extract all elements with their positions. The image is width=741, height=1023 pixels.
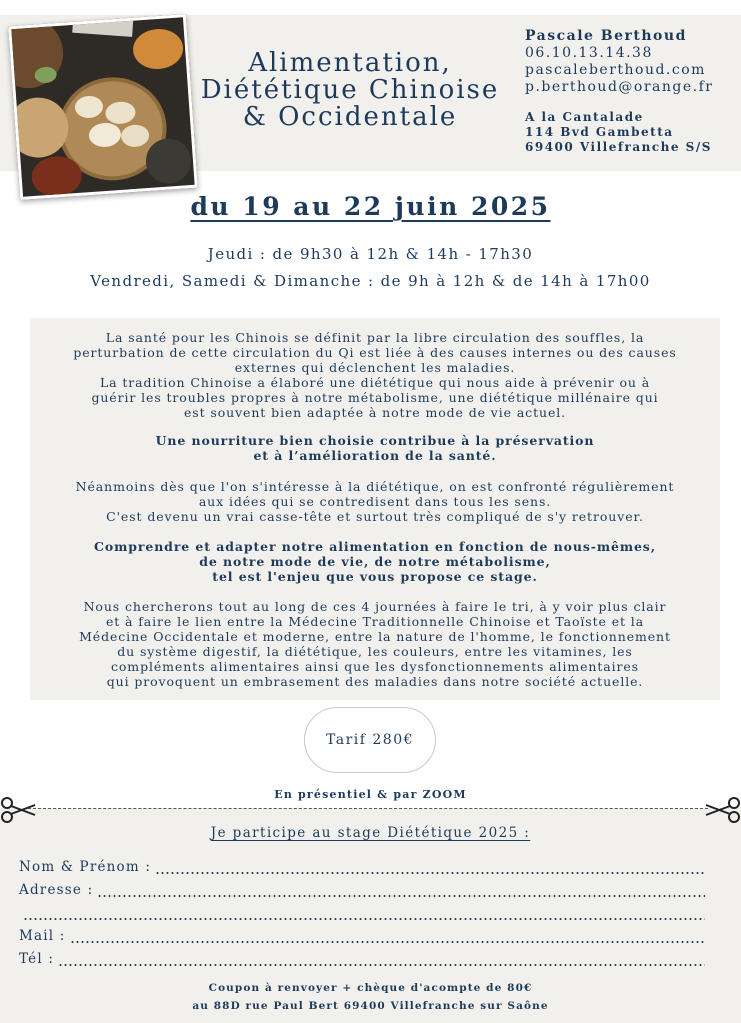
description-paragraph (30, 330, 720, 420)
dotted-line (155, 863, 705, 875)
form-title: Je participe au stage Diététique 2025 : (210, 825, 531, 841)
description-highlight (30, 539, 720, 584)
dotted-line (23, 909, 705, 921)
page-title (190, 50, 510, 131)
contact-website[interactable]: pascaleberthoud.com (525, 62, 706, 78)
text-line: externes qui déclenchent les maladies. (234, 360, 516, 375)
address-line: 69400 Villefranche S/S (525, 140, 712, 154)
text-line: et à l’amélioration de la santé. (253, 448, 497, 463)
title-line: Diététique Chinoise (200, 75, 500, 105)
text-line: C'est devenu un vrai casse-tête et surtout très compliqué de s'y retrouver. (106, 509, 644, 524)
text-line: et à faire le lien entre la Médecine Traditionnelle Chinoise et Taoïste et la (105, 614, 645, 629)
cut-line (28, 808, 708, 809)
mail-field[interactable] (19, 926, 705, 944)
address-line: A la Cantalade (525, 110, 644, 124)
contact-email[interactable]: p.berthoud@orange.fr (525, 79, 714, 95)
text-line: du système digestif, la diététique, les couleurs, entre les vitamines, les (117, 644, 633, 659)
coupon-address: au 88D rue Paul Bert 69400 Villefranche sur Saône (192, 1000, 549, 1012)
text-line: est souvent bien adaptée à notre mode de vie actuel. (183, 405, 567, 420)
field-label: Adresse : (19, 882, 94, 898)
scissors-icon (0, 796, 36, 824)
text-line: La tradition Chinoise a élaboré une diététique qui nous aide à prévenir ou à (99, 375, 651, 390)
food-photo (8, 14, 198, 200)
title-line: Alimentation, (248, 48, 452, 78)
schedule-line: Vendredi, Samedi & Dimanche : de 9h à 12h & de 14h à 17h00 (90, 272, 651, 290)
field-label: Nom & Prénom : (19, 859, 152, 875)
text-line: de notre mode de vie, de notre métabolisme, (199, 554, 551, 569)
address-field[interactable] (19, 880, 705, 898)
address-field-continued[interactable] (19, 903, 705, 921)
name-field[interactable] (19, 857, 705, 875)
text-line: perturbation de cette circulation du Qi est liée à des causes internes ou des causes (73, 345, 677, 360)
event-dates: du 19 au 22 juin 2025 (190, 192, 551, 221)
description-paragraph (30, 599, 720, 689)
dotted-line (70, 932, 705, 944)
schedule-line: Jeudi : de 9h30 à 12h & 14h - 17h30 (207, 245, 534, 263)
text-line: La santé pour les Chinois se définit par la libre circulation des souffles, la (105, 330, 645, 345)
text-line: Comprendre et adapter notre alimentation en fonction de nous-mêmes, (94, 539, 656, 554)
coupon-note: Coupon à renvoyer + chèque d'acompte de 80€ (208, 982, 533, 994)
title-line: & Occidentale (242, 102, 458, 132)
price-badge: Tarif 280€ (304, 707, 436, 773)
contact-address (525, 110, 735, 155)
text-line: tel est l'enjeu que vous propose ce stage. (212, 569, 538, 584)
scissors-icon (705, 796, 741, 824)
contact-phone: 06.10.13.14.38 (525, 45, 653, 61)
text-line: Néanmoins dès que l'on s'intéresse à la diététique, on est confronté régulièrement (75, 479, 675, 494)
text-line: Une nourriture bien choisie contribue à la préservation (155, 433, 595, 448)
phone-field[interactable] (19, 949, 705, 967)
text-line: aux idées qui se contredisent dans tous les sens. (198, 494, 552, 509)
field-label: Mail : (19, 928, 66, 944)
address-line: 114 Bvd Gambetta (525, 125, 674, 139)
description-panel (30, 318, 720, 700)
description-highlight (30, 433, 720, 463)
contact-block (525, 28, 735, 155)
contact-name: Pascale Berthoud (525, 28, 687, 44)
text-line: qui provoquent un embrasement des maladies dans notre société actuelle. (106, 674, 644, 689)
field-label: Tél : (19, 951, 55, 967)
description-paragraph (30, 479, 720, 524)
dotted-line (97, 886, 705, 898)
dotted-line (58, 955, 705, 967)
text-line: Nous chercherons tout au long de ces 4 journées à faire le tri, à y voir plus clair (83, 599, 667, 614)
format-note: En présentiel & par ZOOM (274, 788, 467, 801)
text-line: compléments alimentaires ainsi que les dysfonctionnements alimentaires (110, 659, 639, 674)
text-line: guérir les troubles propres à notre métabolisme, une diététique millénaire qui (91, 390, 659, 405)
text-line: Médecine Occidentale et moderne, entre la nature de l'homme, le fonctionnement (79, 629, 671, 644)
